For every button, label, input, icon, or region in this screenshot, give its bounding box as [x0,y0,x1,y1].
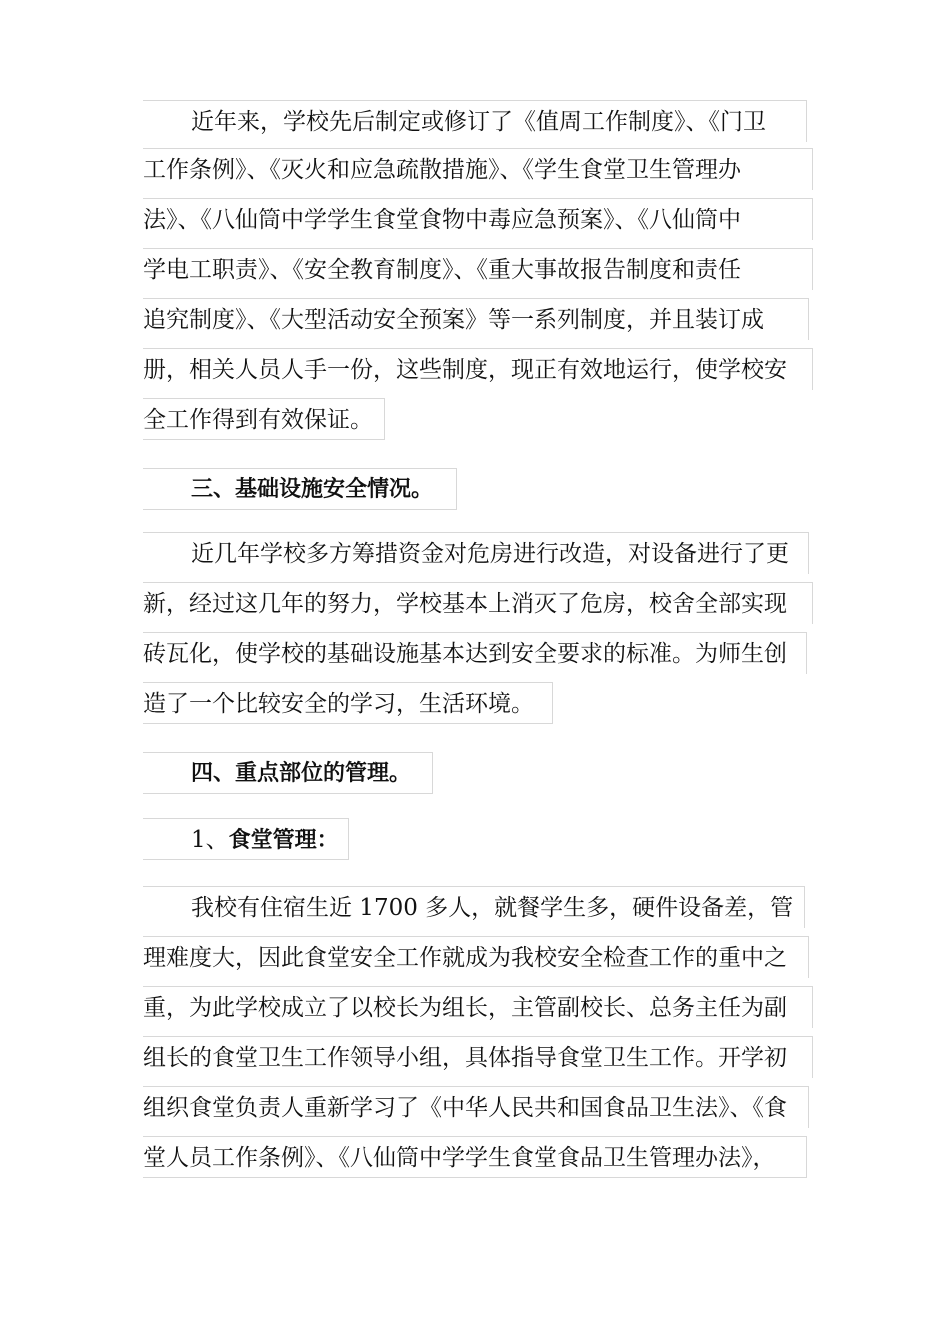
paragraph-line: 造了一个比较安全的学习，生活环境。 [143,682,553,724]
subsection-number: 1、 [191,827,229,853]
paragraph-line: 学电工职责》、《安全教育制度》、《重大事故报告制度和责任 [143,248,813,290]
subsection-title: 食堂管理： [228,828,339,853]
paragraph-line: 近年来，学校先后制定或修订了《值周工作制度》、《门卫 [143,100,807,142]
paragraph-line: 册，相关人员人手一份，这些制度，现正有效地运行，使学校安 [143,348,813,390]
paragraph-line: 工作条例》、《灭火和应急疏散措施》、《学生食堂卫生管理办 [143,148,813,190]
paragraph-line: 重，为此学校成立了以校长为组长，主管副校长、总务主任为副 [143,986,813,1028]
paragraph-line: 组织食堂负责人重新学习了《中华人民共和国食品卫生法》、《食 [143,1086,809,1128]
paragraph-line: 全工作得到有效保证。 [143,398,385,440]
paragraph-line: 砖瓦化，使学校的基础设施基本达到安全要求的标准。为师生创 [143,632,807,674]
paragraph-line: 法》、《八仙筒中学学生食堂食物中毒应急预案》、《八仙筒中 [143,198,813,240]
section-heading: 三、基础设施安全情况。 [143,468,457,510]
paragraph-line: 我校有住宿生近 1700 多人，就餐学生多，硬件设备差，管 [143,886,805,928]
paragraph-line: 组长的食堂卫生工作领导小组，具体指导食堂卫生工作。开学初 [143,1036,813,1078]
subsection-heading [143,818,349,860]
paragraph-line: 追究制度》、《大型活动安全预案》等一系列制度，并且装订成 [143,298,809,340]
section-heading: 四、重点部位的管理。 [143,752,433,794]
paragraph-line: 堂人员工作条例》、《八仙筒中学学生食堂食品卫生管理办法》， [143,1136,807,1178]
paragraph-line: 理难度大，因此食堂安全工作就成为我校安全检查工作的重中之 [143,936,809,978]
paragraph-line: 新，经过这几年的努力，学校基本上消灭了危房，校舍全部实现 [143,582,813,624]
paragraph-line: 近几年学校多方筹措资金对危房进行改造，对设备进行了更 [143,532,809,574]
